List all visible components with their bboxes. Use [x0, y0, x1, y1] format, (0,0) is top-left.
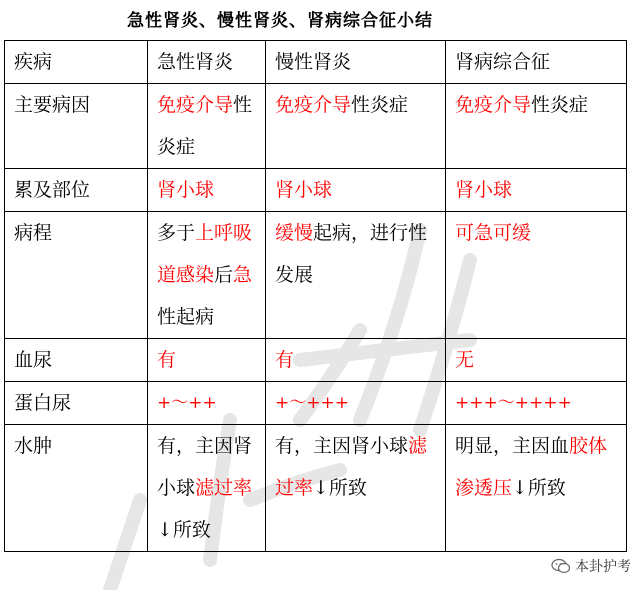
- row-label: 病程: [5, 212, 148, 339]
- header-cell: 疾病: [5, 41, 148, 84]
- cell-chronic-hematuria: 有: [266, 339, 446, 382]
- table-row-hematuria: [5, 339, 627, 382]
- cell-chronic-cause: 免疫介导性炎症: [266, 84, 446, 169]
- cell-acute-proteinuria: +～++: [148, 382, 266, 425]
- row-label: 血尿: [5, 339, 148, 382]
- table-row-proteinuria: [5, 382, 627, 425]
- header-cell: 慢性肾炎: [266, 41, 446, 84]
- watermark: [551, 556, 631, 576]
- header-cell: 急性肾炎: [148, 41, 266, 84]
- cell-nephrotic-cause: 免疫介导性炎症: [446, 84, 627, 169]
- watermark-text: 本卦护考: [575, 559, 631, 575]
- table-row-edema: [5, 425, 627, 552]
- cell-acute-site: 肾小球: [148, 169, 266, 212]
- cell-nephrotic-edema: 明显，主因血胶体渗透压↓所致: [446, 425, 627, 552]
- cell-chronic-edema: 有，主因肾小球滤过率↓所致: [266, 425, 446, 552]
- row-label: 水肿: [5, 425, 148, 552]
- comparison-table: [4, 40, 627, 552]
- cell-chronic-site: 肾小球: [266, 169, 446, 212]
- header-cell: 肾病综合征: [446, 41, 627, 84]
- page-title: 急性肾炎、慢性肾炎、肾病综合征小结: [127, 11, 433, 31]
- table-header-row: [5, 41, 627, 84]
- row-label: 主要病因: [5, 84, 148, 169]
- cell-acute-course: 多于上呼吸道感染后急性起病: [148, 212, 266, 339]
- table-row-cause: [5, 84, 627, 169]
- cell-chronic-proteinuria: +～+++: [266, 382, 446, 425]
- cell-nephrotic-course: 可急可缓: [446, 212, 627, 339]
- cell-nephrotic-site: 肾小球: [446, 169, 627, 212]
- cell-acute-hematuria: 有: [148, 339, 266, 382]
- row-label: 累及部位: [5, 169, 148, 212]
- cell-nephrotic-proteinuria: +++～++++: [446, 382, 627, 425]
- cell-nephrotic-hematuria: 无: [446, 339, 627, 382]
- cell-chronic-course: 缓慢起病，进行性发展: [266, 212, 446, 339]
- row-label: 蛋白尿: [5, 382, 148, 425]
- table-row-course: [5, 212, 627, 339]
- wechat-icon: [551, 558, 571, 574]
- cell-acute-edema: 有，主因肾小球滤过率↓所致: [148, 425, 266, 552]
- cell-acute-cause: 免疫介导性炎症: [148, 84, 266, 169]
- table-row-site: [5, 169, 627, 212]
